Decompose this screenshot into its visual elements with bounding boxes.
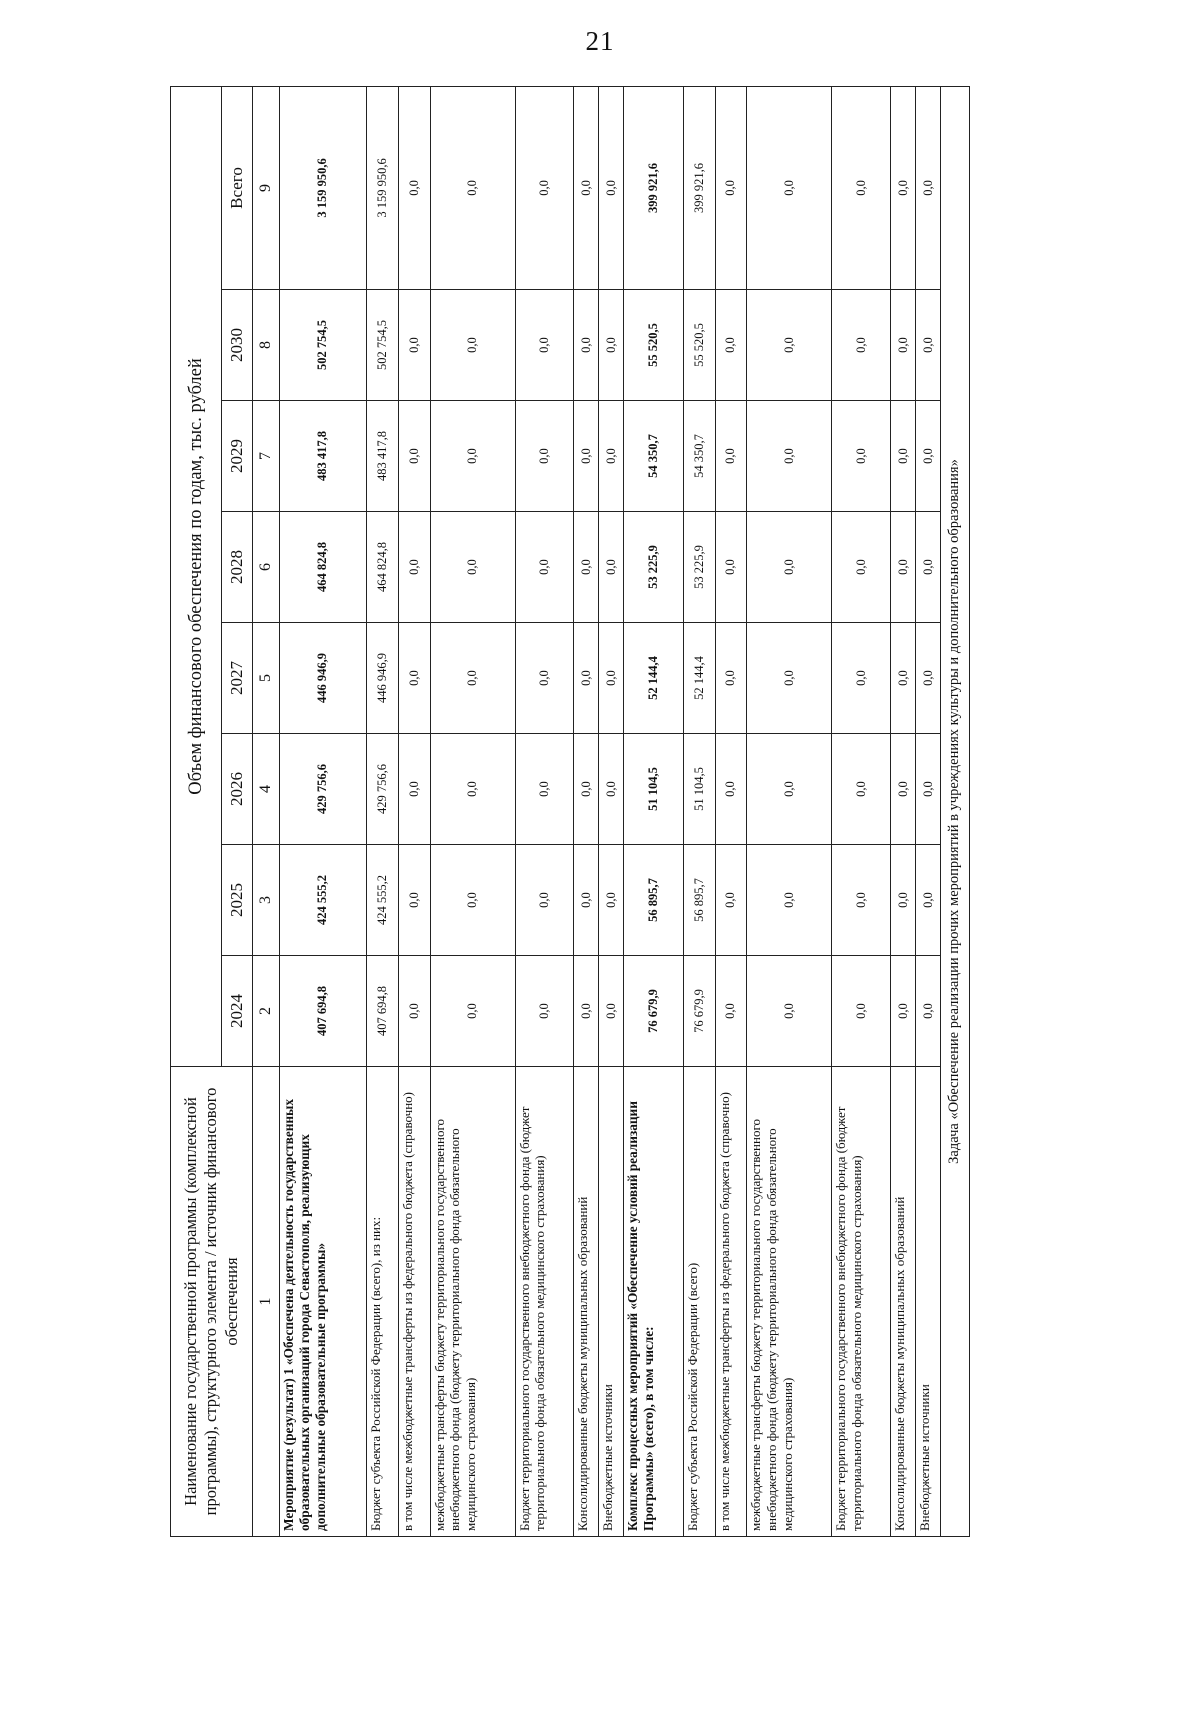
row-value-year: 0,0 (832, 401, 891, 512)
table-row (515, 86, 573, 1536)
header-year: 2029 (222, 401, 253, 512)
row-source-name: в том числе межбюджетные трансферты из федерального бюджета (справочно) (715, 1067, 747, 1537)
header-year: 2025 (222, 845, 253, 956)
row-value-year: 0,0 (891, 845, 916, 956)
row-value-year: 0,0 (599, 401, 624, 512)
row-value-year: 0,0 (599, 290, 624, 401)
header-row-1 (171, 86, 222, 1536)
row-value-year: 0,0 (515, 845, 573, 956)
row-value-year: 0,0 (599, 845, 624, 956)
row-value-total: 0,0 (599, 86, 624, 289)
row-value-year: 0,0 (398, 401, 430, 512)
row-value-year: 0,0 (430, 734, 515, 845)
row-value-year: 0,0 (574, 401, 599, 512)
row-value-year: 0,0 (747, 290, 832, 401)
row-value-year: 0,0 (747, 623, 832, 734)
row-value-year: 0,0 (430, 956, 515, 1067)
row-value-year: 0,0 (430, 845, 515, 956)
row-value-year: 0,0 (747, 512, 832, 623)
table-row (715, 86, 747, 1536)
table-row (683, 86, 715, 1536)
row-value-total: 0,0 (891, 86, 916, 289)
task-row-text: Задача «Обеспечение реализации прочих мероприятий в учреждениях культуры и дополнительного образования» (941, 86, 970, 1536)
row-value-year: 407 694,8 (280, 956, 367, 1067)
row-value-year: 56 895,7 (624, 845, 684, 956)
row-value-year: 0,0 (916, 845, 941, 956)
row-source-name: в том числе межбюджетные трансферты из федерального бюджета (справочно) (398, 1067, 430, 1537)
header-year: 2024 (222, 956, 253, 1067)
row-value-year: 424 555,2 (280, 845, 367, 956)
row-value-year: 76 679,9 (624, 956, 684, 1067)
row-value-year: 429 756,6 (280, 734, 367, 845)
table-row (366, 86, 398, 1536)
row-value-year: 502 754,5 (280, 290, 367, 401)
column-number: 3 (253, 845, 280, 956)
header-year: 2027 (222, 623, 253, 734)
row-value-year: 446 946,9 (280, 623, 367, 734)
row-value-year: 446 946,9 (366, 623, 398, 734)
row-value-year: 464 824,8 (280, 512, 367, 623)
row-value-year: 502 754,5 (366, 290, 398, 401)
row-value-total: 399 921,6 (683, 86, 715, 289)
row-value-year: 0,0 (515, 623, 573, 734)
row-value-year: 0,0 (891, 956, 916, 1067)
row-value-year: 0,0 (515, 290, 573, 401)
row-value-year: 0,0 (599, 512, 624, 623)
row-value-year: 52 144,4 (624, 623, 684, 734)
column-number: 6 (253, 512, 280, 623)
row-value-year: 0,0 (916, 290, 941, 401)
row-source-name: межбюджетные трансферты бюджету территориального государственного внебюджетного фонда (бюджету территориального фонда обязательного медицинского страхования) (430, 1067, 515, 1537)
row-value-total: 0,0 (715, 86, 747, 289)
row-value-total: 0,0 (574, 86, 599, 289)
row-value-year: 0,0 (430, 512, 515, 623)
row-source-name: Внебюджетные источники (916, 1067, 941, 1537)
row-value-total: 0,0 (747, 86, 832, 289)
row-value-total: 0,0 (430, 86, 515, 289)
row-source-name: Бюджет субъекта Российской Федерации (всего) (683, 1067, 715, 1537)
row-value-year: 0,0 (891, 623, 916, 734)
row-value-year: 52 144,4 (683, 623, 715, 734)
row-source-name: Бюджет субъекта Российской Федерации (всего), из них: (366, 1067, 398, 1537)
row-source-name: Комплекс процессных мероприятий «Обеспечение условий реализации Программы» (всего), в том числе: (624, 1067, 684, 1537)
column-number: 1 (253, 1067, 280, 1537)
table-row (599, 86, 624, 1536)
row-value-year: 0,0 (715, 401, 747, 512)
row-value-year: 464 824,8 (366, 512, 398, 623)
row-value-year: 76 679,9 (683, 956, 715, 1067)
column-number: 5 (253, 623, 280, 734)
row-value-year: 0,0 (747, 845, 832, 956)
table-body (171, 86, 970, 1536)
row-value-year: 54 350,7 (683, 401, 715, 512)
header-row-column-numbers (253, 86, 280, 1536)
row-value-year: 0,0 (832, 734, 891, 845)
row-value-year: 0,0 (832, 845, 891, 956)
table-row (747, 86, 832, 1536)
table-row (832, 86, 891, 1536)
row-value-year: 0,0 (599, 734, 624, 845)
row-value-year: 51 104,5 (683, 734, 715, 845)
row-value-year: 0,0 (574, 623, 599, 734)
row-value-total: 0,0 (832, 86, 891, 289)
row-value-year: 0,0 (515, 512, 573, 623)
row-value-year: 0,0 (916, 956, 941, 1067)
row-value-year: 483 417,8 (280, 401, 367, 512)
header-name-column: Наименование государственной программы (комплексной программы), структурного элемента / источник финансового обеспечения (171, 1067, 253, 1537)
row-source-name: Внебюджетные источники (599, 1067, 624, 1537)
column-number: 8 (253, 290, 280, 401)
row-value-year: 0,0 (574, 956, 599, 1067)
row-value-year: 0,0 (891, 734, 916, 845)
row-source-name: Бюджет территориального государственного внебюджетного фонда (бюджет территориального фонда обязательного медицинского страхования) (515, 1067, 573, 1537)
row-value-year: 0,0 (574, 290, 599, 401)
row-value-year: 0,0 (599, 956, 624, 1067)
header-year: 2028 (222, 512, 253, 623)
row-value-year: 0,0 (515, 734, 573, 845)
row-source-name: Консолидированные бюджеты муниципальных образований (891, 1067, 916, 1537)
row-value-year: 0,0 (916, 734, 941, 845)
row-value-year: 0,0 (715, 845, 747, 956)
row-value-year: 0,0 (398, 956, 430, 1067)
row-value-year: 0,0 (715, 956, 747, 1067)
header-total: Всего (222, 86, 253, 289)
column-number: 2 (253, 956, 280, 1067)
table-row (574, 86, 599, 1536)
row-value-total: 399 921,6 (624, 86, 684, 289)
row-value-year: 0,0 (715, 290, 747, 401)
row-value-year: 0,0 (398, 623, 430, 734)
row-value-year: 0,0 (916, 512, 941, 623)
table-row (891, 86, 916, 1536)
row-value-year: 0,0 (715, 623, 747, 734)
task-row (941, 86, 970, 1536)
row-value-year: 0,0 (747, 956, 832, 1067)
row-value-total: 3 159 950,6 (280, 86, 367, 289)
row-value-year: 0,0 (515, 956, 573, 1067)
row-value-year: 0,0 (715, 734, 747, 845)
row-value-total: 0,0 (398, 86, 430, 289)
table-row (430, 86, 515, 1536)
row-source-name: Бюджет территориального государственного внебюджетного фонда (бюджет территориального фонда обязательного медицинского страхования) (832, 1067, 891, 1537)
row-value-year: 0,0 (430, 623, 515, 734)
row-value-year: 0,0 (574, 512, 599, 623)
page-number: 21 (585, 26, 615, 56)
row-value-total: 0,0 (515, 86, 573, 289)
row-value-year: 0,0 (832, 956, 891, 1067)
row-value-year: 0,0 (747, 734, 832, 845)
header-volume-title: Объем финансового обеспечения по годам, тыс. рублей (171, 86, 222, 1066)
row-source-name: межбюджетные трансферты бюджету территориального государственного внебюджетного фонда (бюджету территориального фонда обязательного медицинского страхования) (747, 1067, 832, 1537)
column-number: 4 (253, 734, 280, 845)
row-value-year: 429 756,6 (366, 734, 398, 845)
row-value-year: 407 694,8 (366, 956, 398, 1067)
financing-table (170, 86, 970, 1537)
row-value-year: 0,0 (398, 845, 430, 956)
row-value-year: 0,0 (398, 512, 430, 623)
row-value-year: 0,0 (832, 290, 891, 401)
column-number: 7 (253, 401, 280, 512)
row-source-name: Мероприятие (результат) 1 «Обеспечена деятельность государственных образовательных организаций города Севастополя, реализующих дополнительные образовательные программы» (280, 1067, 367, 1537)
row-value-year: 0,0 (891, 512, 916, 623)
row-value-year: 0,0 (715, 512, 747, 623)
row-value-year: 0,0 (574, 845, 599, 956)
row-value-year: 0,0 (515, 401, 573, 512)
row-value-year: 0,0 (430, 290, 515, 401)
table-row (280, 86, 367, 1536)
table-row (398, 86, 430, 1536)
row-value-year: 0,0 (832, 512, 891, 623)
row-value-year: 0,0 (398, 290, 430, 401)
row-source-name: Консолидированные бюджеты муниципальных образований (574, 1067, 599, 1537)
row-value-year: 55 520,5 (624, 290, 684, 401)
row-value-year: 0,0 (891, 290, 916, 401)
row-value-year: 0,0 (398, 734, 430, 845)
row-value-year: 56 895,7 (683, 845, 715, 956)
row-value-year: 51 104,5 (624, 734, 684, 845)
row-value-year: 0,0 (599, 623, 624, 734)
row-value-total: 3 159 950,6 (366, 86, 398, 289)
row-value-year: 0,0 (832, 623, 891, 734)
row-value-year: 0,0 (574, 734, 599, 845)
row-value-year: 0,0 (916, 401, 941, 512)
rotated-table-container (170, 87, 970, 1537)
row-value-year: 424 555,2 (366, 845, 398, 956)
row-value-year: 0,0 (891, 401, 916, 512)
row-value-year: 55 520,5 (683, 290, 715, 401)
row-value-year: 0,0 (430, 401, 515, 512)
header-year: 2026 (222, 734, 253, 845)
row-value-total: 0,0 (916, 86, 941, 289)
table-row (916, 86, 941, 1536)
row-value-year: 483 417,8 (366, 401, 398, 512)
row-value-year: 53 225,9 (683, 512, 715, 623)
row-value-year: 54 350,7 (624, 401, 684, 512)
row-value-year: 0,0 (747, 401, 832, 512)
row-value-year: 0,0 (916, 623, 941, 734)
row-value-year: 53 225,9 (624, 512, 684, 623)
header-year: 2030 (222, 290, 253, 401)
table-row (624, 86, 684, 1536)
column-number: 9 (253, 86, 280, 289)
